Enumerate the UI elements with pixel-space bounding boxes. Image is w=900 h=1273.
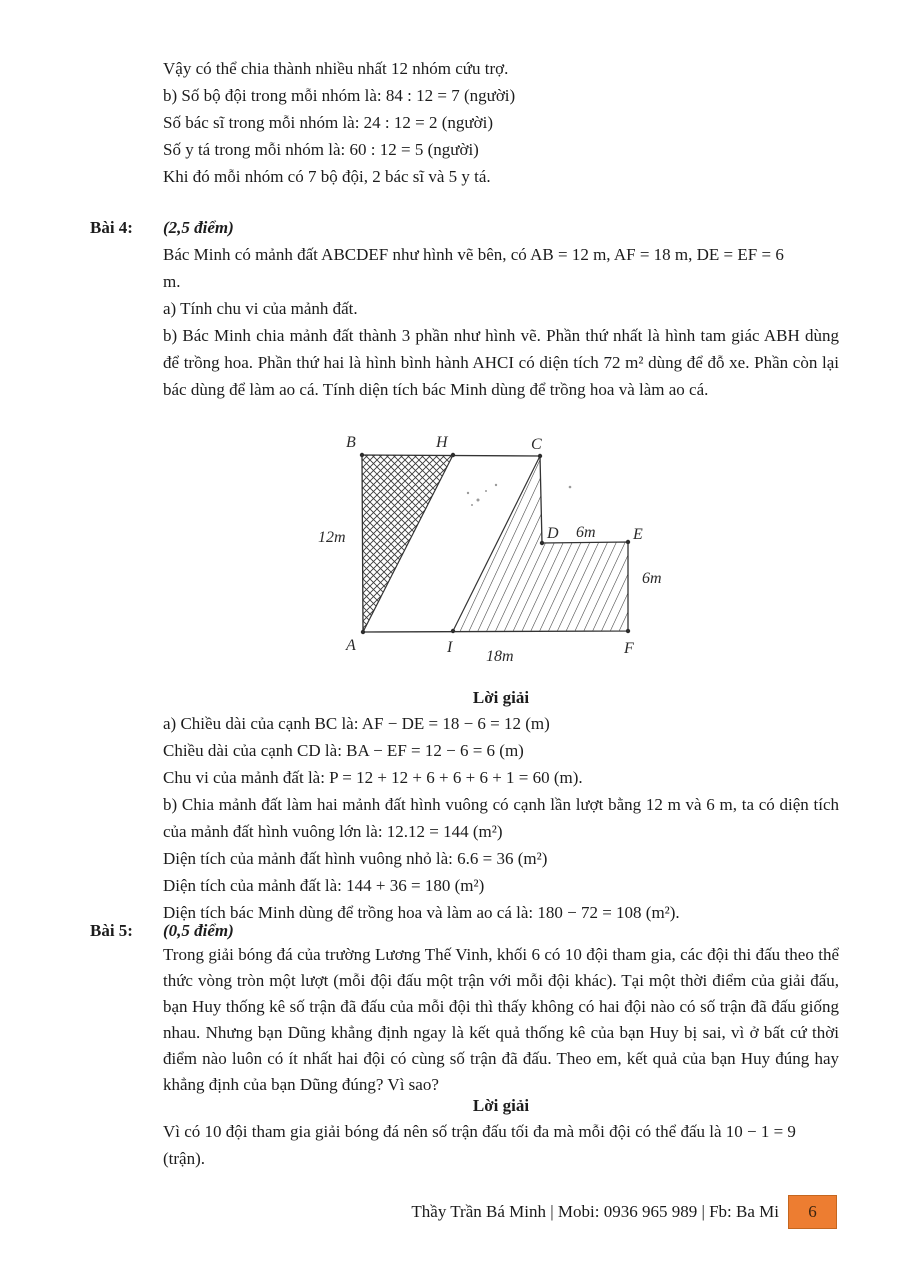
bai5-solution xyxy=(163,1118,839,1172)
dimension-label-AB: 12m xyxy=(318,529,346,546)
vertex-label-C: C xyxy=(531,436,542,453)
vertex-label-E: E xyxy=(633,526,643,543)
vertex-label-F: F xyxy=(624,640,634,657)
solution-line: Số y tá trong mỗi nhóm là: 60 : 12 = 5 (người) xyxy=(163,140,479,159)
bai4-part-a: a) Tính chu vi của mảnh đất. xyxy=(163,299,358,318)
solution-line: Chiều dài của cạnh CD là: BA − EF = 12 − 6 = 6 (m) xyxy=(163,741,524,760)
vertex-label-A: A xyxy=(346,637,356,654)
vertex-label-D: D xyxy=(547,525,559,542)
statement-line: Bác Minh có mảnh đất ABCDEF như hình vẽ bên, có AB = 12 m, AF = 18 m, DE = EF = 6 xyxy=(163,245,784,264)
solution-line: Khi đó mỗi nhóm có 7 bộ đội, 2 bác sĩ và 5 y tá. xyxy=(163,167,491,186)
vertex-label-B: B xyxy=(346,434,356,451)
bai5-label: Bài 5: xyxy=(90,921,133,940)
solution-line: Diện tích của mảnh đất hình vuông nhỏ là: 6.6 = 36 (m²) xyxy=(163,849,548,868)
solution-line: a) Chiều dài của cạnh BC là: AF − DE = 18 − 6 = 12 (m) xyxy=(163,714,550,733)
bai4-solution-b-intro: b) Chia mảnh đất làm hai mảnh đất hình vuông có cạnh lần lượt bằng 12 m và 6 m, ta có diện tích của mảnh đất hình vuông lớn là: 12.12 = 144 (m²) xyxy=(163,795,839,841)
bai4-part-b: b) Bác Minh chia mảnh đất thành 3 phần như hình vẽ. Phần thứ nhất là hình tam giác ABH dùng để trồng hoa. Phần thứ hai là hình bình hành AHCI có diện tích 72 m² dùng để đỗ xe. Phần còn lại bác dùng để làm ao cá. Tính diện tích bác Minh dùng để trồng hoa và làm ao cá. xyxy=(163,326,839,399)
bai4-statement xyxy=(163,241,839,295)
figure-svg xyxy=(300,425,700,680)
bai4-label: Bài 4: xyxy=(90,218,133,237)
bai4-solution-b xyxy=(163,845,839,926)
footer-text: Thầy Trần Bá Minh | Mobi: 0936 965 989 | Fb: Ba Mi xyxy=(411,1202,779,1221)
bai4-solution-a xyxy=(163,710,839,791)
solution-line: Chu vi của mảnh đất là: P = 12 + 12 + 6 + 6 + 6 + 1 = 60 (m). xyxy=(163,768,583,787)
solution-line: Diện tích của mảnh đất là: 144 + 36 = 180 (m²) xyxy=(163,876,485,895)
page-footer xyxy=(0,1195,837,1229)
dimension-label-EF: 6m xyxy=(642,570,662,587)
bai3-solution-tail xyxy=(163,55,839,190)
page-number-badge: 6 xyxy=(788,1195,837,1229)
solution-line: b) Số bộ đội trong mỗi nhóm là: 84 : 12 = 7 (người) xyxy=(163,86,516,105)
bai4-solution-heading: Lời giải xyxy=(472,688,530,707)
dimension-label-AF: 18m xyxy=(486,648,514,665)
solution-line: Vì có 10 đội tham gia giải bóng đá nên số trận đấu tối đa mà mỗi đội có thể đấu là 10 − 1 = 9 xyxy=(163,1122,796,1141)
solution-line: Số bác sĩ trong mỗi nhóm là: 24 : 12 = 2 (người) xyxy=(163,113,493,132)
vertex-label-H: H xyxy=(436,434,448,451)
statement-line: m. xyxy=(163,272,181,291)
solution-line: Vậy có thể chia thành nhiều nhất 12 nhóm cứu trợ. xyxy=(163,59,509,78)
bai5-statement: Trong giải bóng đá của trường Lương Thế Vinh, khối 6 có 10 đội tham gia, các đội thi đấu theo thể thức vòng tròn một lượt (mỗi đội đấu một trận với mỗi đội khác). Tại một thời điểm của giải đấu, bạn Huy thống kê số trận đã đấu của mỗi đội thì thấy không có hai đội nào có số trận đã đấu giống nhau. Nhưng bạn Dũng khẳng định ngay là kết quả thống kê của bạn Huy bị sai, vì ở bất cứ thời điểm nào luôn có ít nhất hai đội có cùng số trận đã đấu. Theo em, kết quả của bạn Huy đúng hay khẳng định của bạn Dũng đúng? Vì sao? xyxy=(163,945,839,1094)
dimension-label-DE: 6m xyxy=(576,524,596,541)
vertex-label-I: I xyxy=(447,639,453,656)
solution-line: Diện tích bác Minh dùng để trồng hoa và làm ao cá là: 180 − 72 = 108 (m²). xyxy=(163,903,680,922)
solution-line: (trận). xyxy=(163,1149,206,1168)
bai5-solution-heading: Lời giải xyxy=(472,1096,530,1115)
bai5-points: (0,5 điểm) xyxy=(163,921,234,940)
land-plot-figure xyxy=(300,425,700,680)
bai4-points: (2,5 điểm) xyxy=(163,218,234,237)
